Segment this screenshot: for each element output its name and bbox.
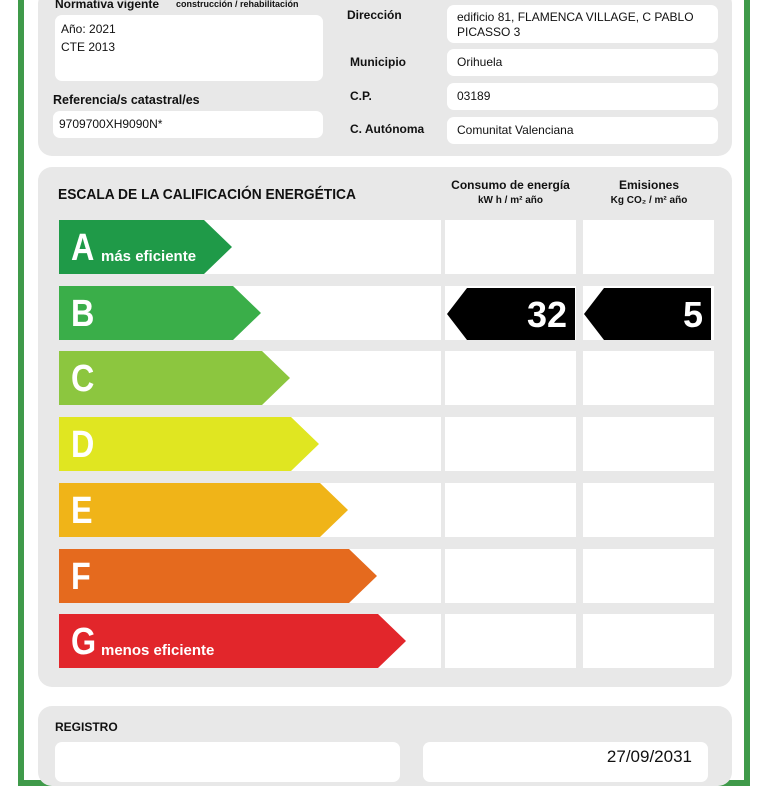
consumo-title: Consumo de energía (451, 178, 570, 192)
registro-fecha: 27/09/2031 (606, 747, 692, 766)
anio-value: Año: 2021 (61, 22, 116, 36)
emisiones-cell-a (583, 220, 714, 274)
consumo-cell-e (445, 483, 576, 537)
rating-letter-e: E (71, 490, 93, 532)
rating-arrow-d (59, 417, 319, 471)
emisiones-cell-e (583, 483, 714, 537)
emisiones-cell-f (583, 549, 714, 603)
rating-letter-c: C (71, 358, 95, 400)
cte-value: CTE 2013 (61, 40, 116, 54)
registro-fecha-box (423, 742, 708, 782)
rating-arrow-f (59, 549, 377, 603)
rating-letter-f: F (71, 556, 91, 598)
autonoma-label: C. Autónoma (350, 122, 425, 136)
consumo-value-marker-text: 32 (526, 294, 567, 335)
rating-letter-d: D (71, 424, 95, 466)
cp-label: C.P. (350, 89, 372, 103)
consumo-cell-c (445, 351, 576, 405)
emisiones-cell-c (583, 351, 714, 405)
consumo-cell-g (445, 614, 576, 668)
normativa-label: Normativa vigente (55, 0, 160, 11)
consumo-unit: kW h / m² año (478, 195, 543, 206)
rating-sublabel-g: menos eficiente (101, 642, 215, 659)
rating-arrow-a (59, 220, 232, 274)
rating-arrow-c (59, 351, 290, 405)
municipio-label: Municipio (350, 55, 406, 69)
rating-arrow-g (59, 614, 406, 668)
cp-box: 03189 (447, 83, 718, 110)
emisiones-title: Emisiones (618, 178, 680, 192)
rating-letter-a: A (71, 227, 95, 269)
rating-letter-b: B (71, 293, 95, 335)
rating-arrow-b (59, 286, 261, 340)
registro-number-box (55, 742, 400, 782)
rating-arrow-e (59, 483, 348, 537)
normativa-box (55, 15, 323, 81)
consumo-cell-d (445, 417, 576, 471)
consumo-cell-a (445, 220, 576, 274)
normativa-sub: construcción / rehabilitación (176, 0, 299, 9)
emisiones-value-marker-text: 5 (682, 294, 703, 335)
consumo-cell-f (445, 549, 576, 603)
emisiones-unit: Kg CO₂ / m² año (610, 195, 688, 206)
consumo-header (443, 178, 578, 206)
emisiones-cell-d (583, 417, 714, 471)
direccion-label: Dirección (347, 8, 402, 22)
municipio-box: Orihuela (447, 49, 718, 76)
rating-letter-g: G (71, 621, 97, 663)
emisiones-value-marker (584, 288, 711, 340)
referencia-box: 9709700XH9090N* (53, 111, 323, 138)
scale-title: ESCALA DE LA CALIFICACIÓN ENERGÉTICA (58, 186, 356, 203)
direccion-box: edificio 81, FLAMENCA VILLAGE, C PABLO PICASSO 3 (447, 5, 718, 43)
autonoma-box: Comunitat Valenciana (447, 117, 718, 144)
referencia-label: Referencia/s catastral/es (53, 93, 200, 107)
consumo-value-marker (447, 288, 575, 340)
emisiones-header (582, 178, 716, 206)
emisiones-cell-g (583, 614, 714, 668)
registro-label: REGISTRO (55, 720, 118, 734)
rating-sublabel-a: más eficiente (101, 248, 197, 265)
